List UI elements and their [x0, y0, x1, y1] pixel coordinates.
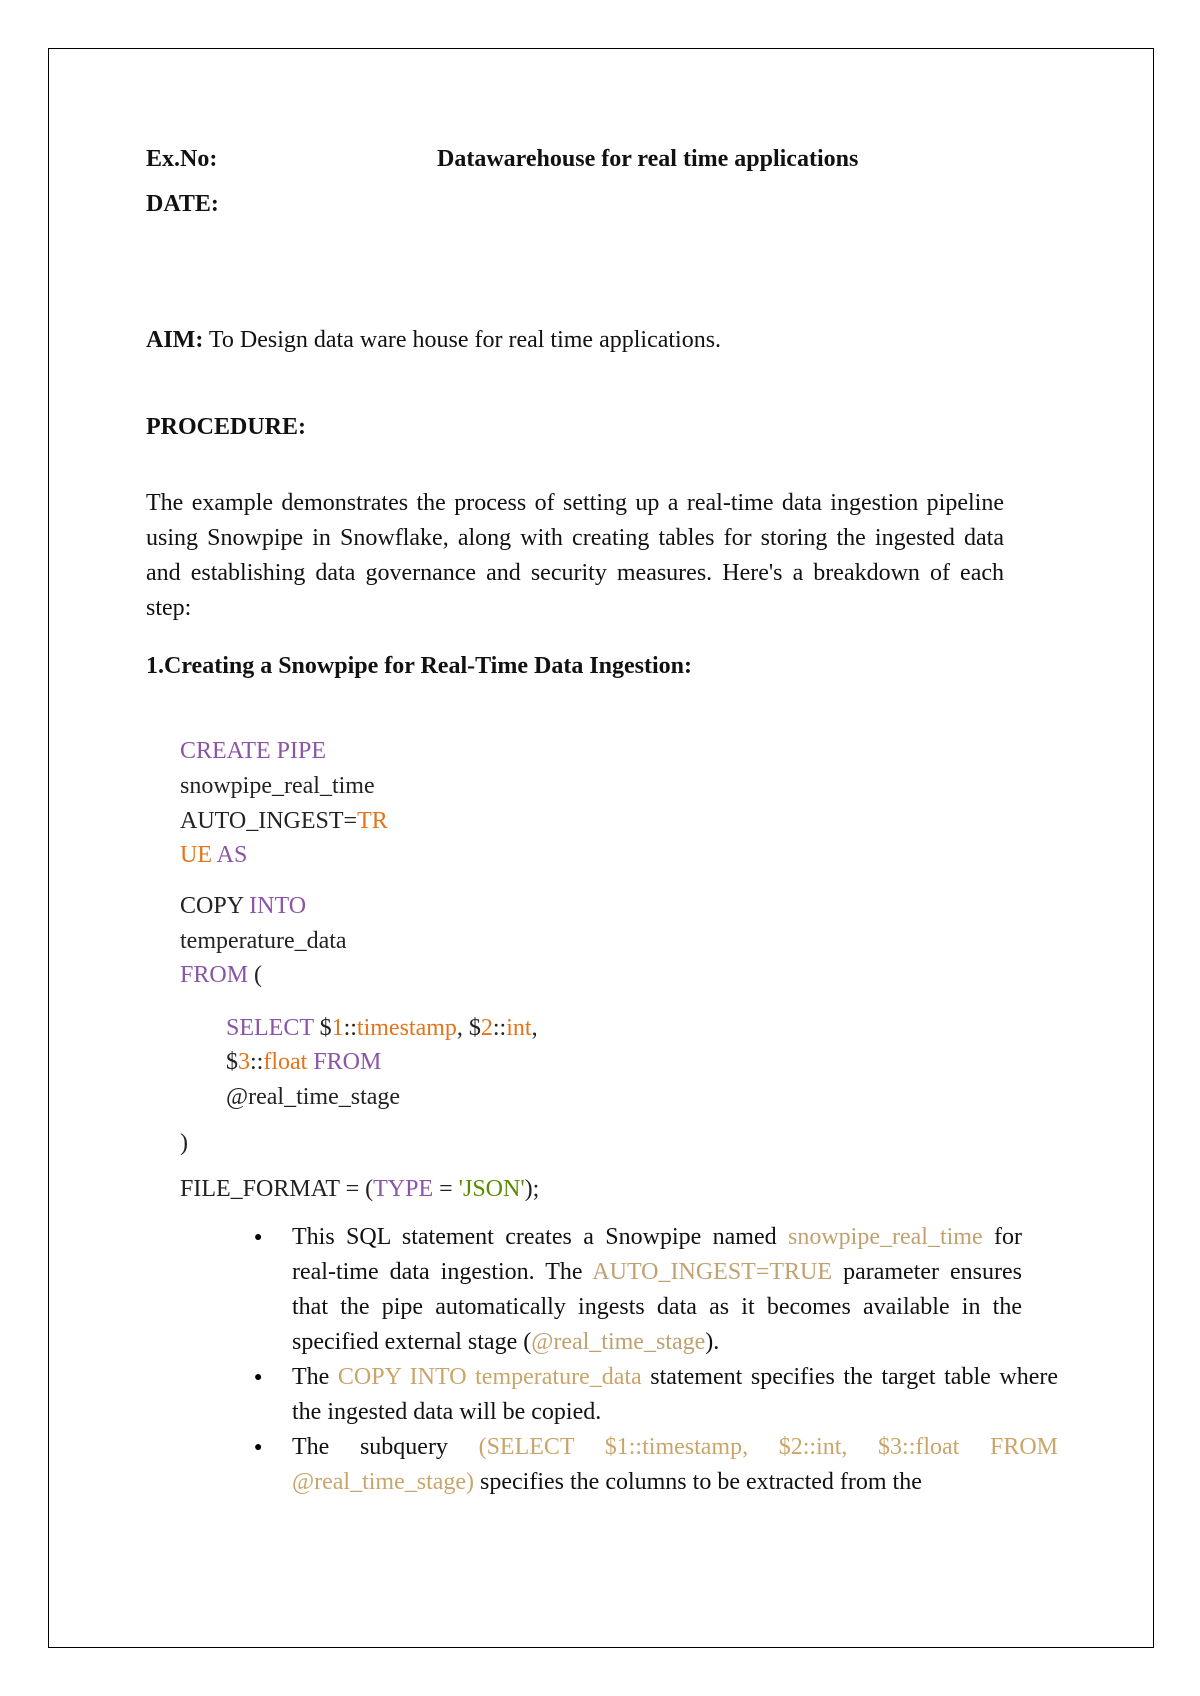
code-number: 3 [238, 1049, 250, 1075]
code-value: UE [180, 842, 212, 868]
code-text: :: [250, 1049, 264, 1075]
section-heading: 1.Creating a Snowpipe for Real-Time Data Ingestion: [146, 653, 692, 679]
exno-label: Ex.No: [146, 146, 218, 172]
code-number: 1 [331, 1015, 344, 1041]
code-line [226, 1080, 400, 1115]
code-text: AUTO_INGEST= [180, 808, 358, 834]
inline-code: snowpipe_real_time [788, 1224, 983, 1250]
code-keyword: CREATE PIPE [180, 738, 327, 764]
aim-line [146, 327, 721, 354]
procedure-intro: The example demonstrates the process of setting up a real-time data ingestion pipeline using Snowpipe in Snowflake, along with creating tables for storing the ingested data and establishing data governance and security measures. Here's a breakdown of each step: [146, 490, 1004, 621]
code-line [180, 924, 347, 959]
code-line [180, 838, 247, 873]
aim-label: AIM: [146, 327, 204, 353]
code-line [180, 769, 375, 804]
code-type: int [506, 1015, 532, 1041]
date-label: DATE: [146, 191, 219, 217]
code-text: ( [248, 962, 263, 988]
code-keyword: FROM [180, 962, 249, 988]
code-line [226, 1045, 381, 1080]
inline-code: AUTO_INGEST=TRUE [592, 1259, 833, 1285]
code-text: COPY [180, 893, 250, 919]
code-keyword: TYPE [373, 1176, 434, 1202]
aim-text: To Design data ware house for real time applications. [208, 327, 722, 353]
code-text: :: [343, 1015, 357, 1041]
code-line [180, 1172, 539, 1207]
code-line [180, 889, 306, 924]
code-text: ) [180, 1130, 188, 1156]
code-text: = [433, 1176, 459, 1202]
code-keyword: AS [212, 842, 248, 868]
code-string: 'JSON' [458, 1176, 525, 1202]
code-line [180, 958, 262, 993]
list-item: ● The COPY INTO temperature_data statement specifies the target table where the ingested data will be copied. [254, 1360, 1058, 1430]
code-line [226, 1011, 538, 1046]
code-value: TR [357, 808, 388, 834]
code-text: $ [313, 1015, 332, 1041]
code-text: , $ [456, 1015, 481, 1041]
code-identifier: snowpipe_real_time [180, 773, 375, 799]
procedure-heading: PROCEDURE: [146, 414, 306, 440]
code-line [180, 804, 388, 839]
list-item: ● The subquery (SELECT $1::timestamp, $2::int, $3::float FROM @real_time_stage) specifies the columns to be extracted from the [254, 1430, 1058, 1500]
code-keyword: SELECT [226, 1015, 314, 1041]
inline-code: @real_time_stage [531, 1329, 706, 1355]
code-line [180, 734, 326, 769]
code-keyword: FROM [307, 1049, 382, 1075]
code-identifier: temperature_data [180, 928, 347, 954]
inline-code: (SELECT $1::timestamp, $2::int, $3::float FROM @real_time_stage) [292, 1434, 1059, 1495]
code-line [180, 1126, 188, 1161]
code-keyword: INTO [249, 893, 307, 919]
list-item: ● This SQL statement creates a Snowpipe named snowpipe_real_time for real-time data ingestion. The AUTO_INGEST=TRUE parameter ensures that the pipe automatically ingests data as it becomes available in the specified external stage (@real_time_stage). [254, 1220, 1022, 1360]
code-text: , [531, 1015, 538, 1041]
code-identifier: @real_time_stage [226, 1084, 401, 1110]
code-type: timestamp [356, 1015, 457, 1041]
page-title: Datawarehouse for real time applications [437, 146, 859, 172]
code-text: $ [226, 1049, 238, 1075]
code-type: float [263, 1049, 308, 1075]
code-number: 2 [480, 1015, 493, 1041]
inline-code: COPY INTO temperature_data [337, 1364, 642, 1390]
code-text: :: [492, 1015, 507, 1041]
explanation-list [254, 1220, 1058, 1500]
code-text: FILE_FORMAT = ( [180, 1176, 374, 1202]
code-text: ); [524, 1176, 540, 1202]
